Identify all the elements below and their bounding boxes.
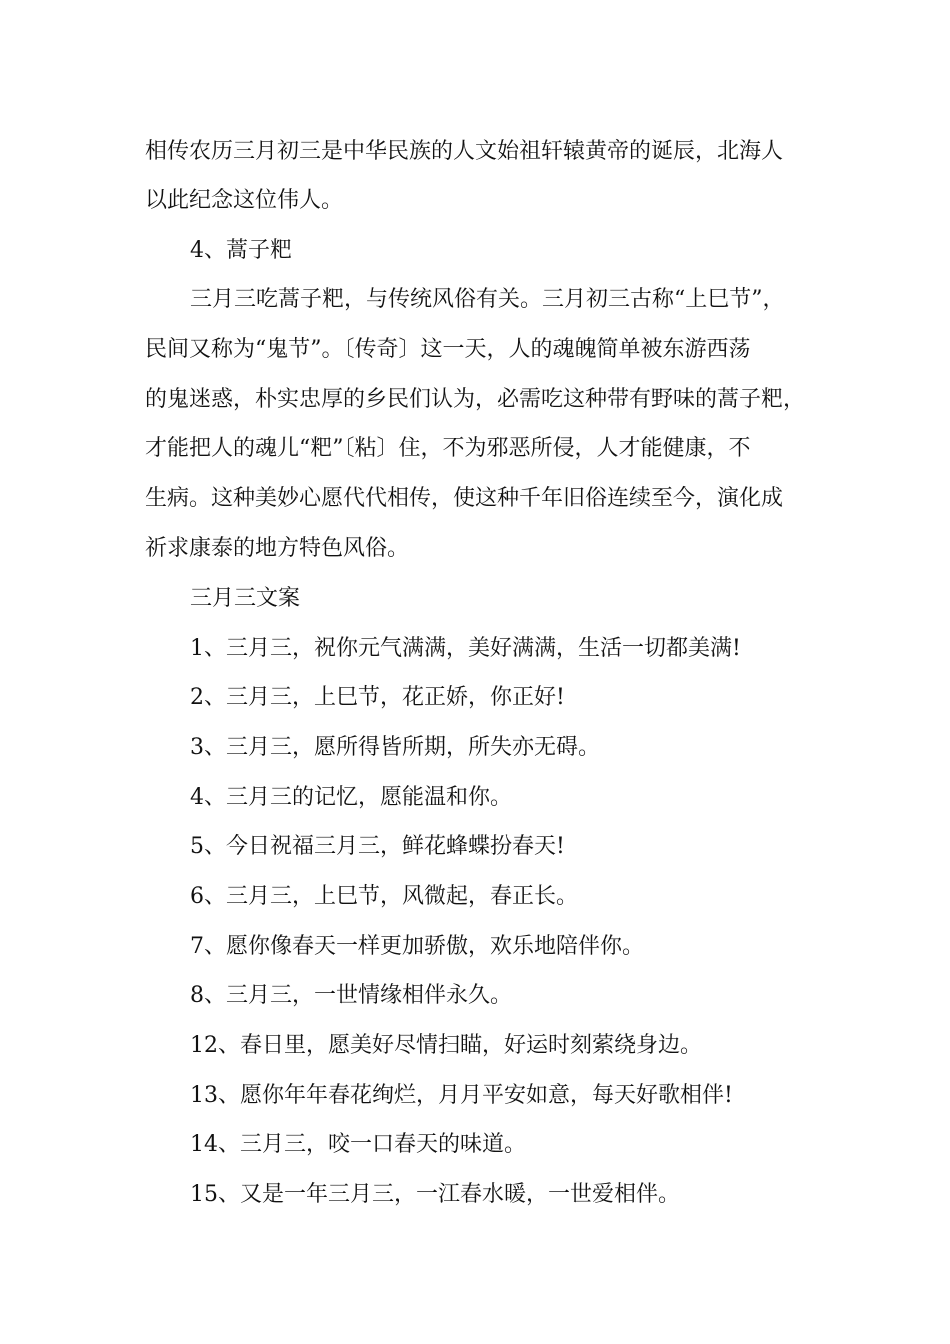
list-item: 6、三月三，上巳节，风微起，春正长。 <box>190 884 578 909</box>
paragraph-line: 相传农历三月初三是中华民族的人文始祖轩辕黄帝的诞辰，北海人 <box>145 139 784 164</box>
paragraph-line: 的鬼迷惑，朴实忠厚的乡民们认为，必需吃这种带有野味的蒿子粑， <box>145 387 806 412</box>
paragraph-line: 以此纪念这位伟人。 <box>145 188 344 213</box>
list-item: 15、又是一年三月三，一江春水暖，一世爱相伴。 <box>190 1182 680 1207</box>
list-item: 13、愿你年年春花绚烂，月月平安如意，每天好歌相伴! <box>190 1083 733 1108</box>
list-item: 4、三月三的记忆，愿能温和你。 <box>190 785 512 810</box>
list-item: 3、三月三，愿所得皆所期，所失亦无碍。 <box>190 735 600 760</box>
paragraph-line: 生病。这种美妙心愿代代相传，使这种千年旧俗连续至今，演化成 <box>145 486 784 511</box>
list-item: 5、今日祝福三月三，鲜花蜂蝶扮春天! <box>190 834 565 859</box>
list-item: 7、愿你像春天一样更加骄傲，欢乐地陪伴你。 <box>190 934 644 959</box>
section-heading: 4、蒿子粑 <box>190 238 292 263</box>
paragraph-line: 才能把人的魂儿“粑”〔粘〕住，不为邪恶所侵，人才能健康，不 <box>145 436 751 461</box>
list-item: 12、春日里，愿美好尽情扫瞄，好运时刻萦绕身边。 <box>190 1033 702 1058</box>
list-item: 1、三月三，祝你元气满满，美好满满，生活一切都美满! <box>190 636 741 661</box>
section-heading: 三月三文案 <box>190 586 301 611</box>
list-item: 8、三月三，一世情缘相伴永久。 <box>190 983 512 1008</box>
paragraph-line: 祈求康泰的地方特色风俗。 <box>145 536 410 561</box>
paragraph-line: 民间又称为“鬼节”。〔传奇〕这一天，人的魂魄简单被东游西荡 <box>145 337 751 362</box>
list-item: 2、三月三，上巳节，花正娇，你正好! <box>190 685 565 710</box>
list-item: 14、三月三，咬一口春天的味道。 <box>190 1132 526 1157</box>
paragraph-line: 三月三吃蒿子粑，与传统风俗有关。三月初三古称“上巳节”， <box>190 287 785 312</box>
